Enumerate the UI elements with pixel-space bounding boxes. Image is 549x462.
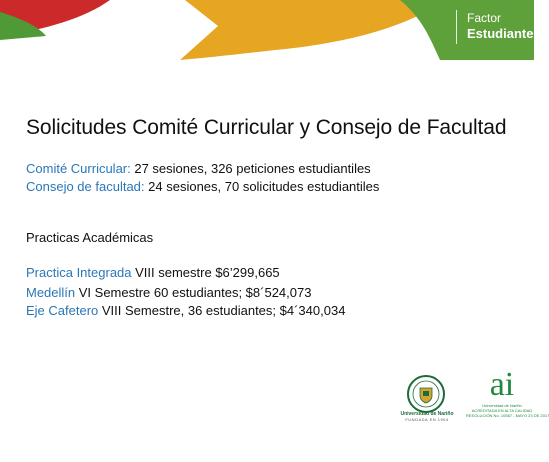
consejo-label: Consejo de facultad: [26, 179, 145, 194]
banner-yellow-shape [180, 0, 445, 60]
header-banner [0, 0, 534, 60]
medellin-value: VI Semestre 60 estudiantes; $8´524,073 [75, 285, 312, 300]
medellin-label: Medellín [26, 285, 76, 300]
practica-value: VIII semestre $6’299,665 [131, 265, 280, 280]
eje-value: VIII Semestre, 36 estudiantes; $4´340,034 [98, 303, 346, 318]
ai-caption-1: Universidad de Nariño [482, 403, 522, 408]
university-seal-logo [404, 374, 448, 414]
factor-text: Factor [467, 11, 502, 25]
eje-label: Eje Cafetero [26, 303, 99, 318]
consejo-line [26, 179, 379, 195]
practica-integrada-line [26, 265, 280, 281]
consejo-value: 24 sesiones, 70 solicitudes estudiantiles [144, 179, 380, 194]
factor-estudiantes-label [456, 10, 541, 44]
ai-accreditation-logo: ai [489, 366, 515, 403]
medellin-line [26, 285, 311, 301]
slide-title: Solicitudes Comité Curricular y Consejo de Facultad [26, 116, 507, 139]
comite-label: Comité Curricular: [26, 161, 131, 176]
seal-subtitle: FUNDADA EN 1904 [405, 417, 449, 422]
practicas-heading: Practicas Académicas [26, 230, 154, 245]
eje-cafetero-line [26, 303, 345, 319]
ai-caption-2: ACREDITADA EN ALTA CALIDAD [471, 408, 533, 413]
estudiantes-text: Estudiantes [467, 26, 541, 41]
comite-value: 27 sesiones, 326 peticiones estudiantiles [130, 161, 371, 176]
seal-name: Universidad de Nariño [400, 411, 454, 417]
comite-line [26, 161, 371, 177]
ai-caption-3: RESOLUCIÓN No. 10567 - MAYO 23 DE 2017 [466, 413, 549, 418]
practica-label: Practica Integrada [26, 265, 132, 280]
